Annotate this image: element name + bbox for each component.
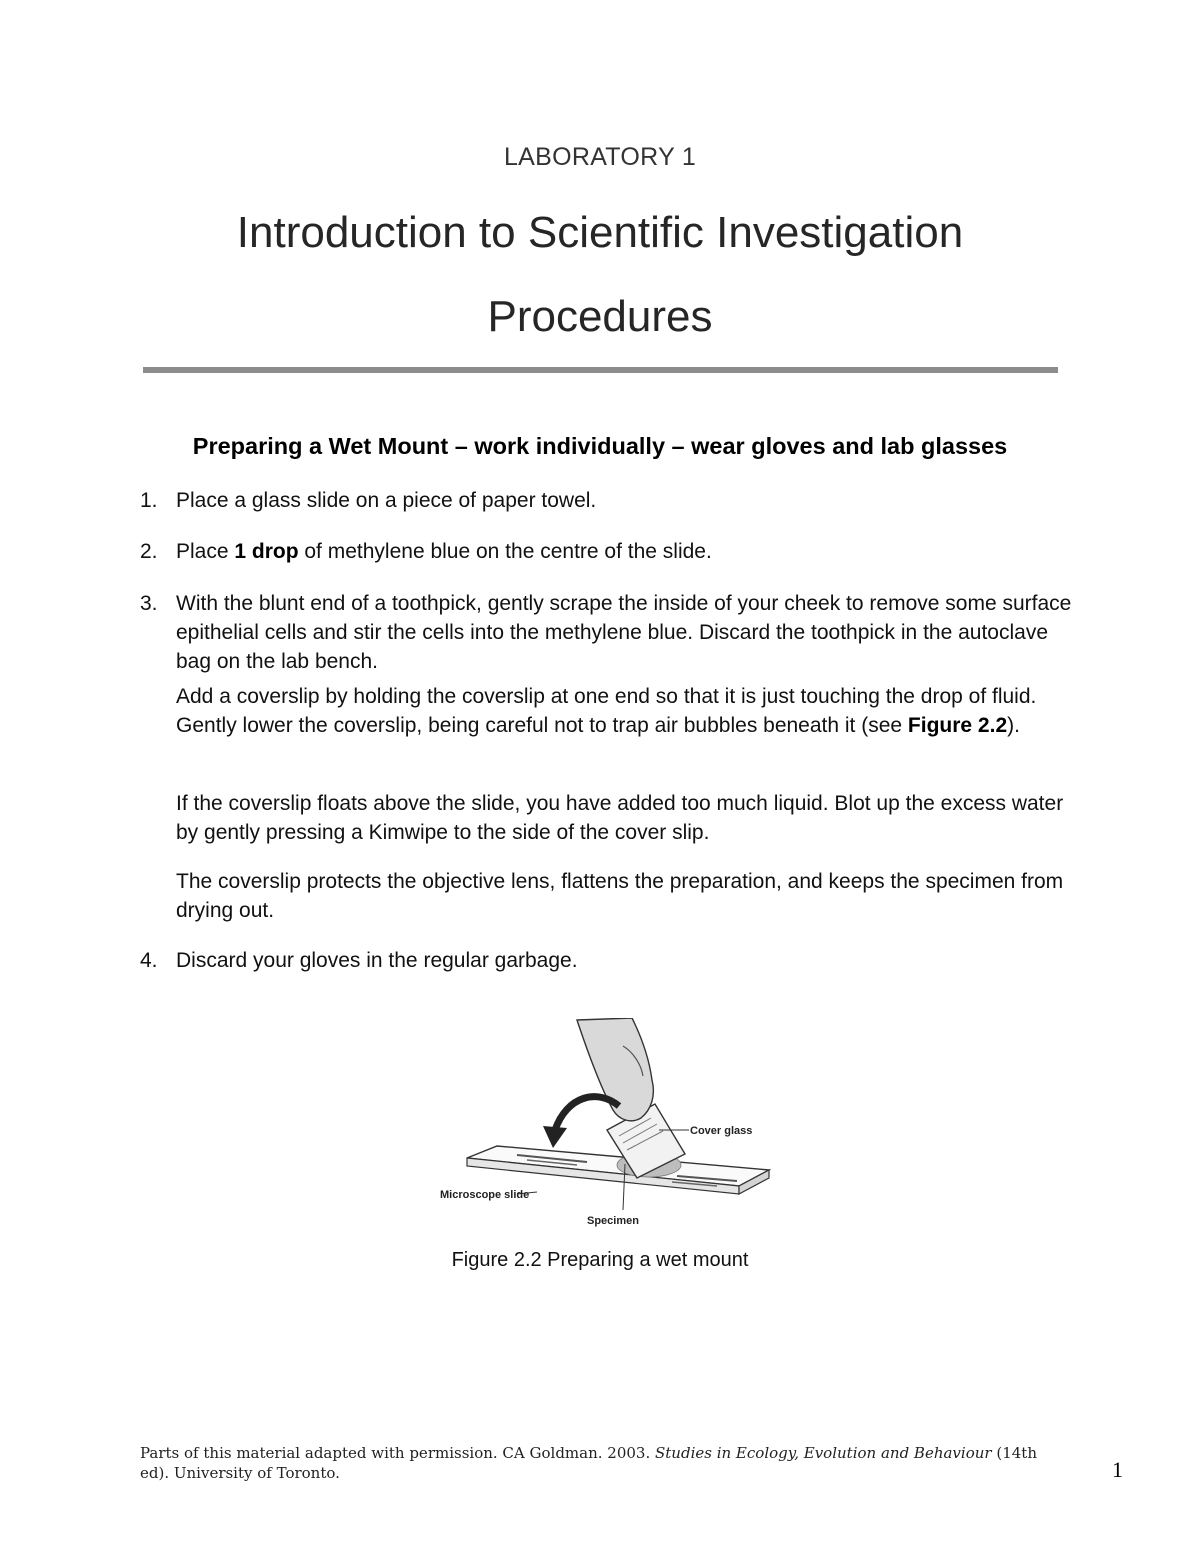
figure-caption: Figure 2.2 Preparing a wet mount [451,1249,749,1271]
page-subtitle: Procedures [487,292,713,341]
step-1 [140,486,1080,515]
step-2 [140,537,1080,566]
step-text: Place 1 drop of methylene blue on the centre of the slide. [176,540,712,563]
step-text: Place a glass slide on a piece of paper towel. [176,489,597,512]
step-text: Discard your gloves in the regular garbage. [176,949,578,972]
figure-reference: Figure 2.2 [907,714,1008,737]
section-heading: Preparing a Wet Mount – work individually – wear gloves and lab glasses [192,433,1008,459]
cover-glass-label: Cover glass [690,1125,753,1137]
emphasis: 1 drop [234,540,299,563]
book-title: Studies in Ecology, Evolution and Behaviour [655,1444,992,1462]
protects-paragraph: The coverslip protects the objective lens, flattens the preparation, and keeps the specimen from drying out. [176,870,1064,922]
title-divider [143,367,1058,373]
wet-mount-figure [437,1018,777,1236]
step-number: 4. [140,949,158,972]
step-number: 1. [140,489,158,512]
step-4 [140,946,1080,975]
page-number: 1 [1112,1457,1123,1482]
step-number: 2. [140,540,158,563]
motion-arrow [555,1097,619,1130]
lab-kicker: LABORATORY 1 [503,143,697,171]
step-3 [140,589,1080,676]
floats-paragraph: If the coverslip floats above the slide, you have added too much liquid. Blot up the excess water by gently pressing a Kimwipe to the side of the cover slip. [176,792,1064,844]
page-title: Introduction to Scientific Investigation [236,208,964,257]
step-text: With the blunt end of a toothpick, gently scrape the inside of your cheek to remove some surface epithelial cells and stir the cells into the methylene blue. Discard the toothpick in the autoclave bag on the lab bench. [176,592,1072,673]
microscope-slide-label: Microscope slide [440,1189,530,1201]
microscope-slide-drawing [467,1146,769,1194]
footer-citation: Parts of this material adapted with permission. CA Goldman. 2003. Studies in Ecology, Evolution and Behaviour (14th ed). University of Toronto. [140,1444,1037,1482]
coverslip-paragraph: Add a coverslip by holding the coverslip at one end so that it is just touching the drop of fluid. Gently lower the coverslip, being careful not to trap air bubbles beneath it (see Figure 2.2). [176,685,1037,737]
step-number: 3. [140,592,158,615]
specimen-label: Specimen [587,1215,639,1227]
